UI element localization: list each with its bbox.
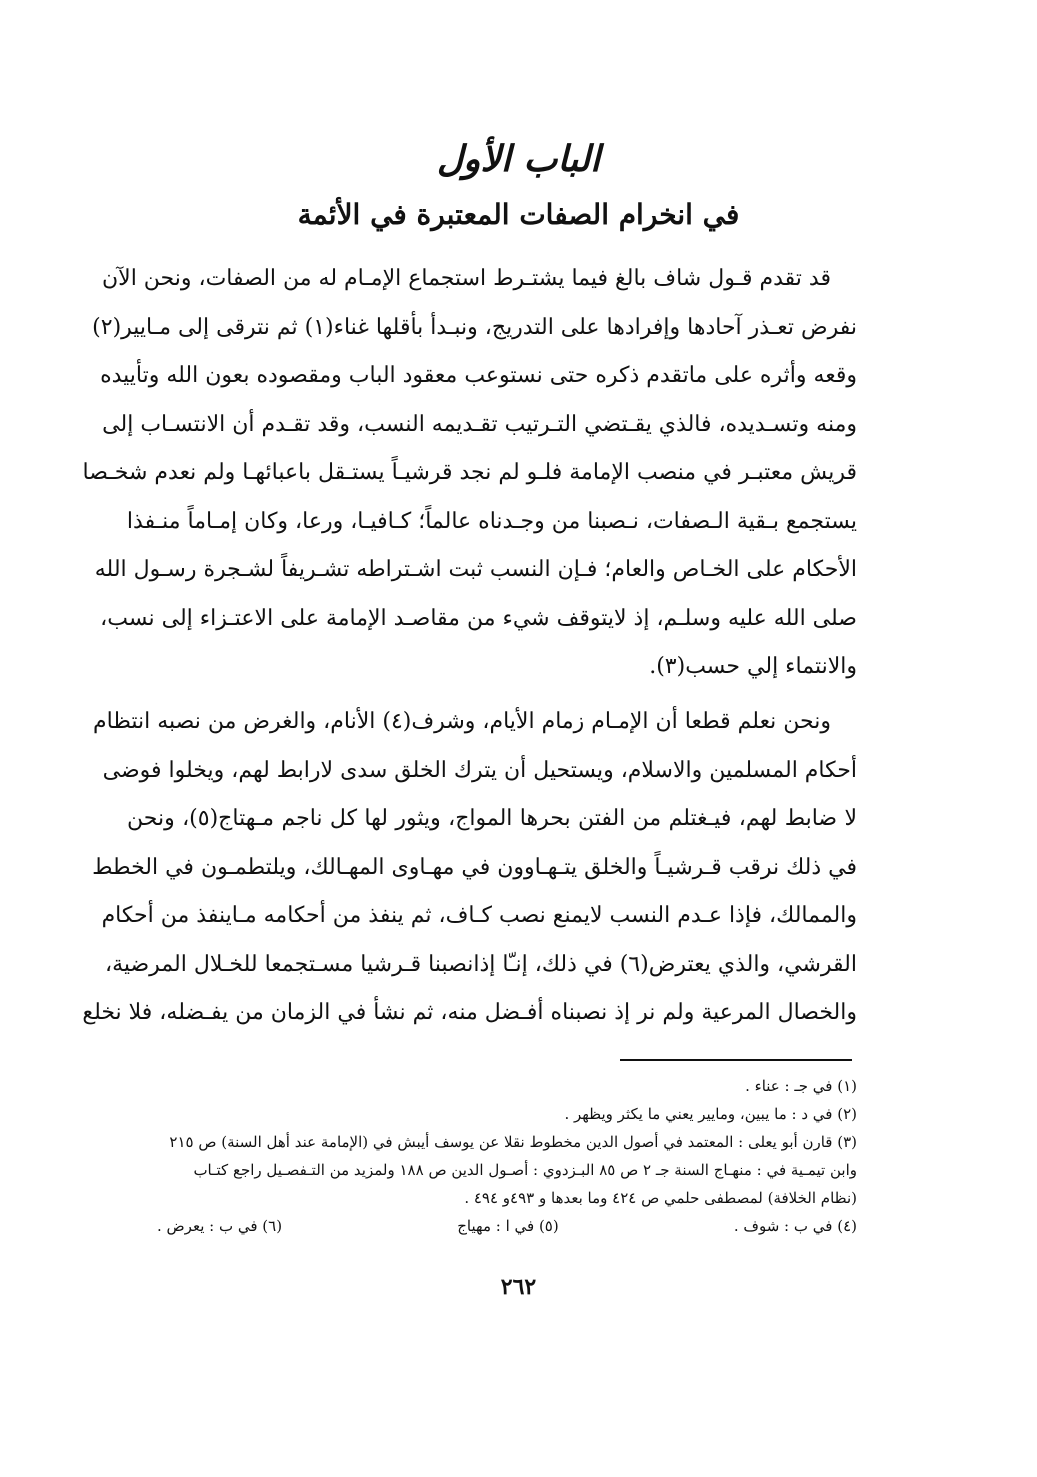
text-line: القرشي، والذي يعترض(٦) في ذلك، إنـّا إذانصبنا قـرشيا مسـتجمعا للخـلال المرضية، [104,951,857,977]
text-line: ونحن نعلم قطعا أن الإمـام زمام الأيام، وشرف(٤) الأنام، والغرض من نصبه انتظام [93,709,831,734]
footnote: (٢) في د : ما يبين، ومايير يعني ما يكثر ويظهر . [564,1105,857,1123]
text-line: والانتماء إلي حسب(٣). [649,654,857,679]
text-line: صلى الله عليه وسلـم، إذ لايتوقف شيء من مقاصـد الإمامة على الاعتـزاء إلى نسب، [100,605,857,631]
paragraph-1 [82,255,857,692]
text-line: قد تقدم قـول شاف بالغ فيما يشتـرط استجماع الإمـام له من الصفات، ونحن الآن [101,266,831,291]
page-number: ٢٦٢ [500,1274,537,1300]
text-line: والخصال المرعية ولم نر إذ نصبناه أفـضل منه، ثم نشأ في الزمان من يفـضله، فلا نخلع [82,1000,857,1025]
chapter-title: الباب الأول [436,138,601,180]
text-line: وقعه وأثره على ماتقدم ذكره حتى نستوعب معقود الباب ومقصوده بعون الله وتأييده [100,363,857,388]
text-line: يستجمع بـقية الـصفات، نـصبنا من وجـدناه عالماً؛ كـافيـا، ورعا، وكان إمـاماً منـفذا [126,508,857,534]
footnote: (٣) قارن أبو يعلى : المعتمد في أصول الدين مخطوط نقلا عن يوسف أيبش في (الإمامة عند أهل السنة) ص ٢١٥ [169,1133,857,1151]
footnotes [127,1072,857,1240]
footnote: (٥) في ا : مهياج [457,1217,559,1235]
footnote: (١) في جـ : عناء . [745,1077,857,1095]
text-line: نفرض تعـذر آحادها وإفرادها على التدريج، ونبـدأ بأقلها غناء(١) ثم نترقى إلى مـايير(٢) [92,314,857,340]
footnote: (٦) في ب : يعرض . [157,1217,283,1235]
footnote: (نظام الخلافة) لمصطفى حلمي ص ٤٢٤ وما بعدها و ٤٩٣و ٤٩٤ . [464,1189,857,1207]
chapter-subtitle: في انخرام الصفات المعتبرة في الأئمة [297,198,740,231]
text-line: أحكام المسلمين والاسلام، ويستحيل أن يترك الخلق سدى لارابط لهم، ويخلوا فوضى [102,757,857,783]
text-line: قريش معتبـر في منصب الإمامة فلـو لم نجد قرشيـاً يستـقل باعبائهـا ولم نعدم شخـصا [82,460,857,485]
footnote: (٤) في ب : شوف . [733,1217,857,1235]
text-line: الأحكام على الخـاص والعام؛ فـإن النسب ثبت اشـتراطه تشـريفاً لشـجرة رسـول الله [94,557,857,582]
footnote: وابن تيمـية في : منهـاج السنة جـ ٢ ص ٨٥ البـزدوي : أصـول الدين ص ١٨٨ ولمزيد من التـفصـيل راجع كتـاب [193,1161,857,1179]
text-line: لا ضابط لهم، فيـغتلم من الفتن بحرها المواج، ويثور لها كل ناجم مـهتاج(٥)، ونحن [127,806,858,831]
footnote-row [127,1212,857,1240]
text-line: والممالك، فإذا عـدم النسب لايمنع نصب كـاف، ثم ينفذ من أحكامه مـاينفذ من أحكام [101,903,857,928]
paragraph-2 [82,698,858,1038]
footnote-separator [620,1059,852,1061]
text-line: ومنه وتسـديده، فالذي يقـتضي التـرتيب تقـديمه النسب، وقد تقـدم أن الانتسـاب إلى [102,411,857,437]
text-line: في ذلك نرقب قـرشيـاً والخلق يتـهـاوون في مهـاوى المهـالك، ويلتطمـون في الخطط [92,854,857,880]
